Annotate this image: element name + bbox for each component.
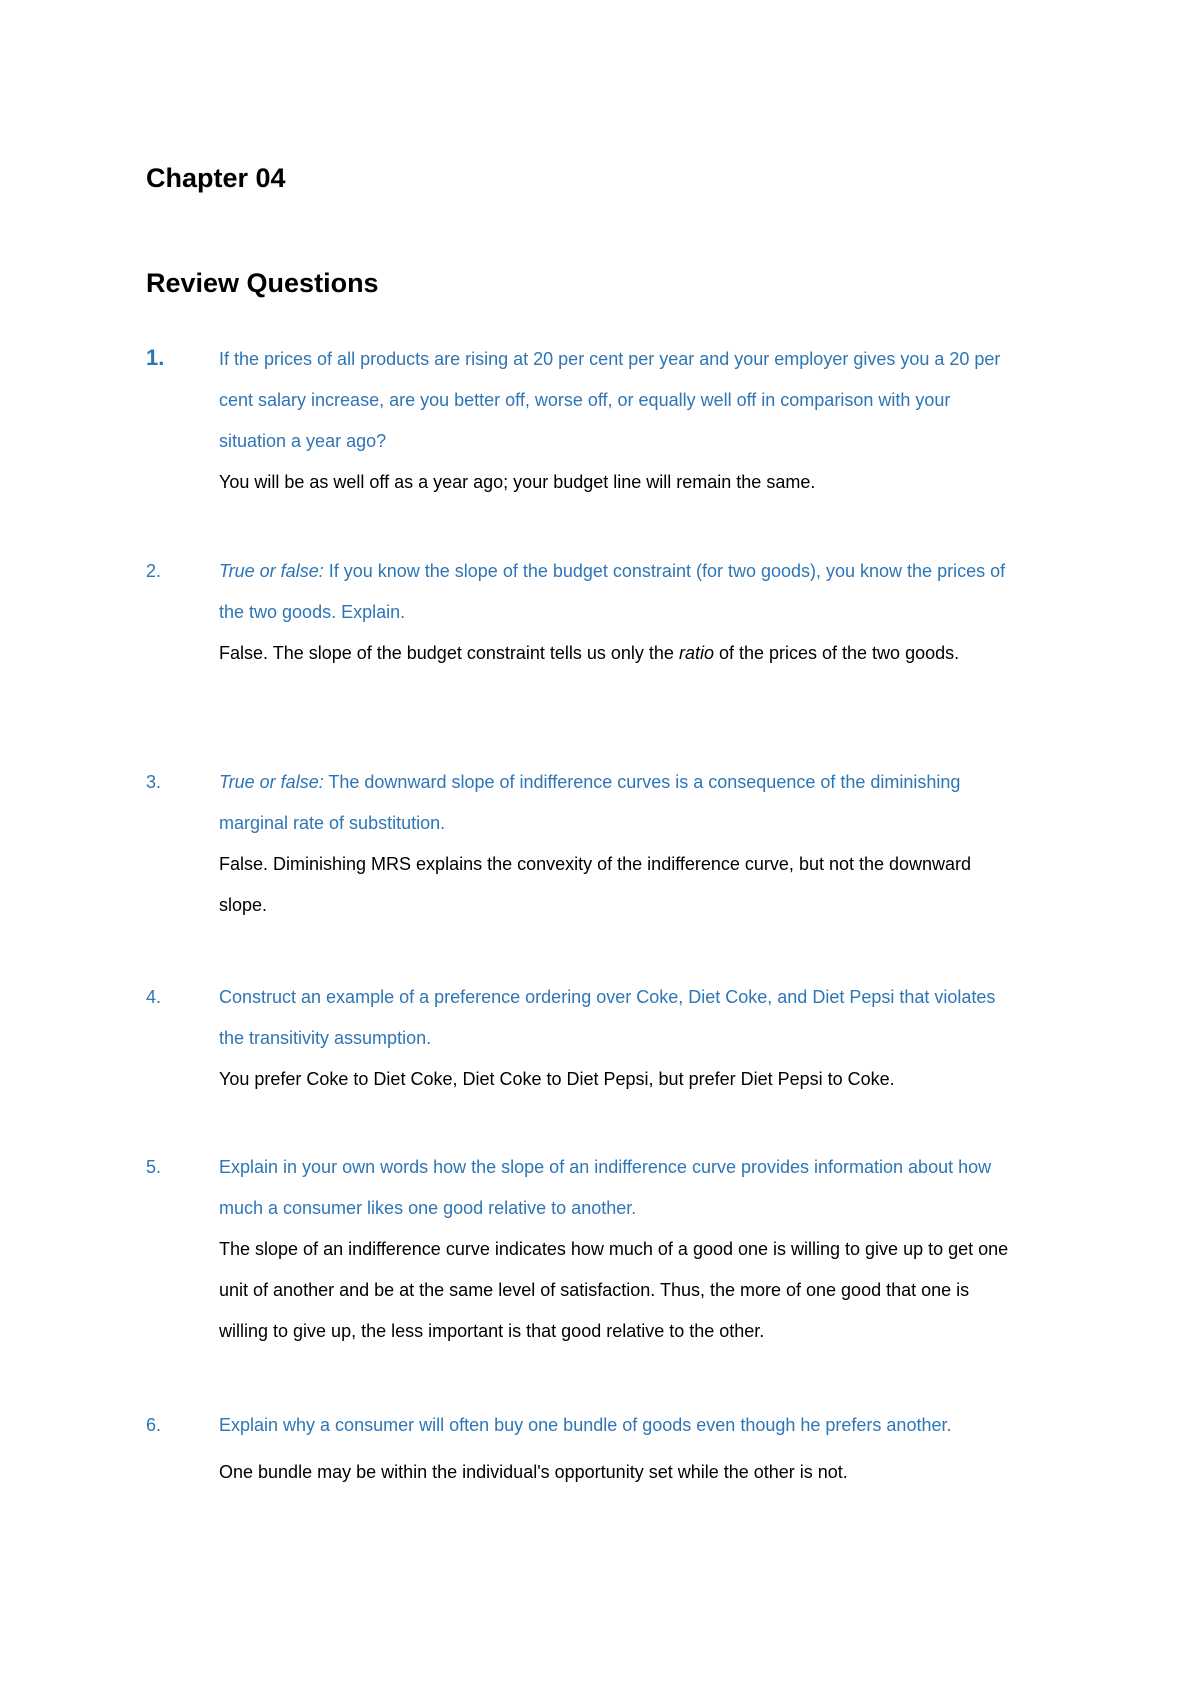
question-number: 4.: [146, 987, 162, 1007]
question-text: [219, 551, 1019, 633]
question-text: If the prices of all products are rising at 20 per cent per year and your employer gives you a 20 per cent salary increase, are you better off, worse off, or equally well off in comparison with your situation a year ago?: [219, 349, 1001, 451]
question-item: [146, 762, 1066, 926]
answer-text: You prefer Coke to Diet Coke, Diet Coke to Diet Pepsi, but prefer Diet Pepsi to Coke.: [219, 1069, 895, 1089]
answer-text-start: False. The slope of the budget constraint tells us only the: [219, 643, 679, 663]
question-item: [146, 977, 1066, 1100]
question-body: [219, 1405, 1019, 1493]
answer-emphasis: ratio: [678, 643, 714, 663]
answer-text: One bundle may be within the individual's opportunity set while the other is not.: [219, 1462, 848, 1482]
question-text: Explain why a consumer will often buy one bundle of goods even though he prefers another.: [219, 1415, 952, 1435]
question-body: [219, 1147, 1019, 1352]
question-number: 1.: [146, 345, 165, 370]
question-text: Explain in your own words how the slope of an indifference curve provides information about how much a consumer likes one good relative to another.: [219, 1157, 992, 1218]
question-item: [146, 339, 1066, 503]
answer-text: [219, 633, 1019, 674]
answer-text: False. Diminishing MRS explains the convexity of the indifference curve, but not the downward slope.: [219, 854, 972, 915]
question-number: 3.: [146, 772, 162, 792]
question-item: [146, 551, 1066, 674]
question-item: [146, 1147, 1066, 1352]
question-body: [219, 977, 1019, 1100]
section-title: Review Questions: [146, 268, 379, 298]
question-item: [146, 1405, 1066, 1493]
question-text-rest: If you know the slope of the budget constraint (for two goods), you know the prices of the two goods. Explain.: [219, 561, 1006, 622]
question-number: 5.: [146, 1157, 162, 1177]
answer-text-end: of the prices of the two goods.: [713, 643, 960, 663]
question-body: [219, 762, 1019, 926]
answer-text: You will be as well off as a year ago; your budget line will remain the same.: [219, 472, 816, 492]
question-text: [219, 762, 1019, 844]
true-false-prefix: True or false:: [219, 561, 324, 581]
question-number: 2.: [146, 561, 162, 581]
true-false-prefix: True or false:: [219, 772, 324, 792]
question-body: [219, 551, 1019, 674]
chapter-title: Chapter 04: [146, 163, 286, 193]
question-text-rest: The downward slope of indifference curves is a consequence of the diminishing marginal rate of substitution.: [219, 772, 961, 833]
answer-text: The slope of an indifference curve indicates how much of a good one is willing to give up to get one unit of another and be at the same level of satisfaction. Thus, the more of one good that one is willing to give up, the less important is that good relative to the other.: [219, 1239, 1009, 1341]
question-body: [219, 339, 1019, 503]
question-text: Construct an example of a preference ordering over Coke, Diet Coke, and Diet Pepsi that violates the transitivity assumption.: [219, 987, 996, 1048]
question-number: 6.: [146, 1415, 162, 1435]
